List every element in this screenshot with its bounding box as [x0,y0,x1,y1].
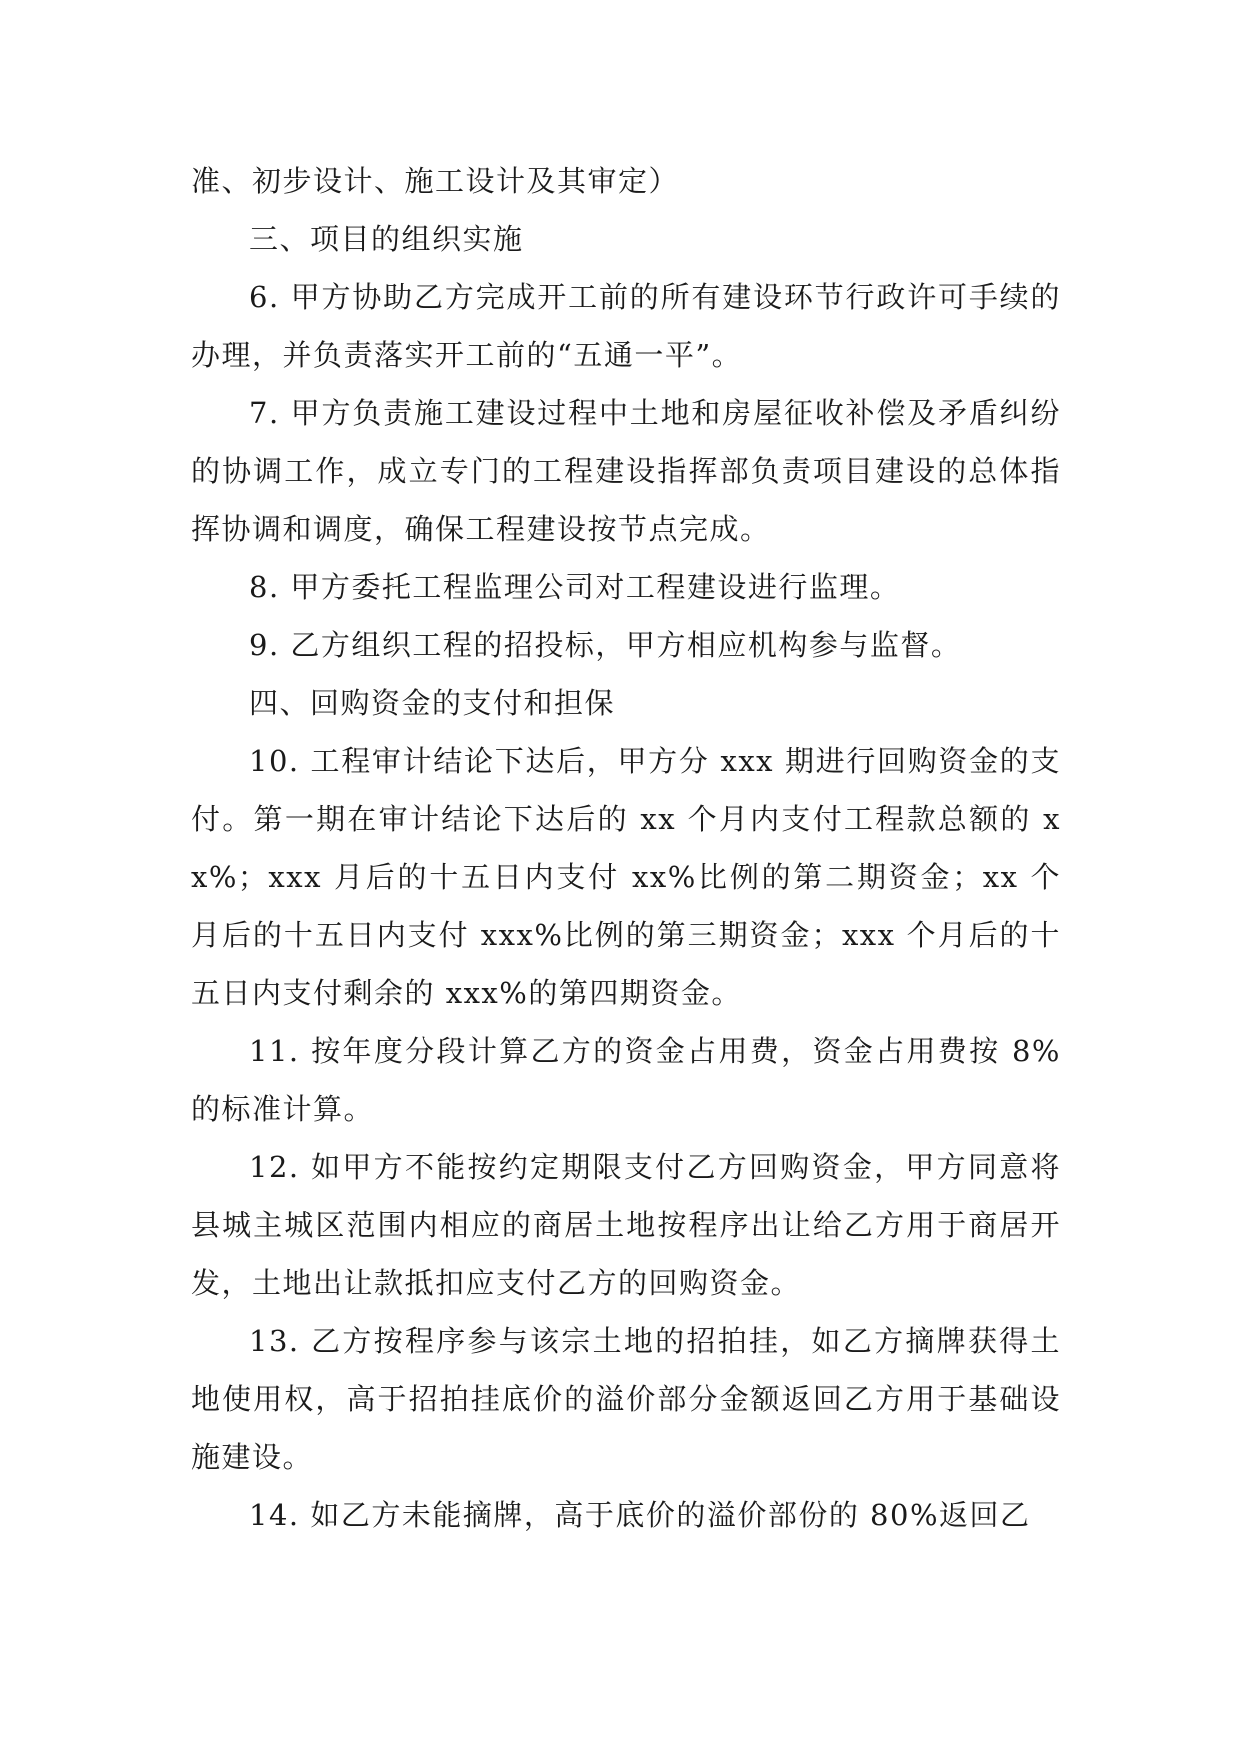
section-heading-4: 四、回购资金的支付和担保 [249,686,616,720]
clause-13: 13. 乙方按程序参与该宗土地的招拍挂，如乙方摘牌获得土地使用权，高于招拍挂底价的溢价部分金额返回乙方用于基础设施建设。 [191,1324,1061,1474]
paragraph-continuation: 准、初步设计、施工设计及其审定） [191,164,680,198]
section-heading-3: 三、项目的组织实施 [249,222,524,256]
clause-14: 14. 如乙方未能摘牌，高于底价的溢价部份的 80%返回乙 [249,1498,1031,1532]
document-body [191,152,1061,1544]
clause-6: 6. 甲方协助乙方完成开工前的所有建设环节行政许可手续的办理，并负责落实开工前的“五通一平”。 [191,280,1061,372]
clause-9: 9. 乙方组织工程的招投标，甲方相应机构参与监督。 [249,628,962,662]
clause-12: 12. 如甲方不能按约定期限支付乙方回购资金，甲方同意将县城主城区范围内相应的商居土地按程序出让给乙方用于商居开发，土地出让款抵扣应支付乙方的回购资金。 [191,1150,1061,1300]
clause-10: 10. 工程审计结论下达后，甲方分 xxx 期进行回购资金的支付。第一期在审计结论下达后的 xx 个月内支付工程款总额的 xx%；xxx 月后的十五日内支付 xx%比例的第二期资金；xx 个月后的十五日内支付 xxx%比例的第三期资金；xxx 个月后的十五日内支付剩余的 xxx%的第四期资金。 [191,744,1061,1010]
clause-11: 11. 按年度分段计算乙方的资金占用费，资金占用费按 8%的标准计算。 [191,1034,1061,1126]
clause-8: 8. 甲方委托工程监理公司对工程建设进行监理。 [249,570,901,604]
clause-7: 7. 甲方负责施工建设过程中土地和房屋征收补偿及矛盾纠纷的协调工作，成立专门的工程建设指挥部负责项目建设的总体指挥协调和调度，确保工程建设按节点完成。 [191,396,1061,546]
